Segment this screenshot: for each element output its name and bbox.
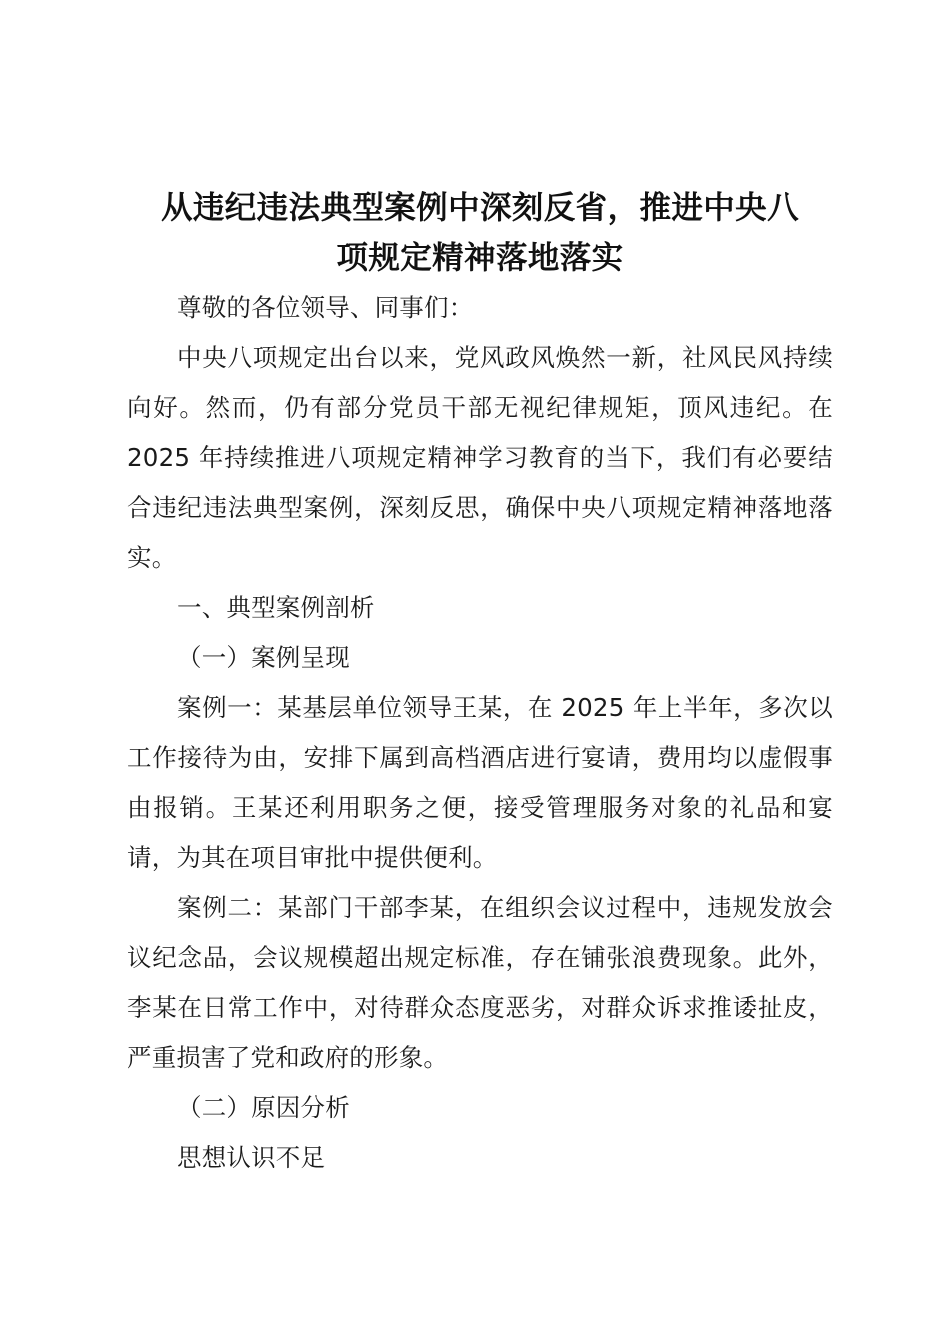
point-heading-awareness: 思想认识不足 — [177, 1143, 326, 1172]
subsection-heading-case-presentation: （一）案例呈现 — [177, 643, 350, 672]
intro-paragraph: 中央八项规定出台以来，党风政风焕然一新，社风民风持续向好。然而，仍有部分党员干部无视纪律规矩，顶风违纪。在 2025 年持续推进八项规定精神学习教育的当下，我们有必要结合违纪违法典型案例，深刻反思，确保中央八项规定精神落地落实。 — [127, 343, 833, 572]
greeting: 尊敬的各位领导、同事们： — [177, 293, 474, 322]
subsection-heading-cause-analysis: （二）原因分析 — [177, 1093, 350, 1122]
case-one-paragraph: 案例一：某基层单位领导王某，在 2025 年上半年，多次以工作接待为由，安排下属到高档酒店进行宴请，费用均以虚假事由报销。王某还利用职务之便，接受管理服务对象的礼品和宴请，为其在项目审批中提供便利。 — [127, 693, 833, 872]
document-body — [127, 183, 833, 1183]
case-two-paragraph: 案例二：某部门干部李某，在组织会议过程中，违规发放会议纪念品，会议规模超出规定标准，存在铺张浪费现象。此外，李某在日常工作中，对待群众态度恶劣，对群众诉求推诿扯皮，严重损害了党和政府的形象。 — [127, 893, 833, 1072]
title-line-2: 项规定精神落地落实 — [336, 240, 624, 276]
document-title — [127, 183, 833, 283]
section-heading-case-analysis: 一、典型案例剖析 — [177, 593, 375, 622]
title-line-1: 从违纪违法典型案例中深刻反省，推进中央八 — [160, 190, 799, 226]
